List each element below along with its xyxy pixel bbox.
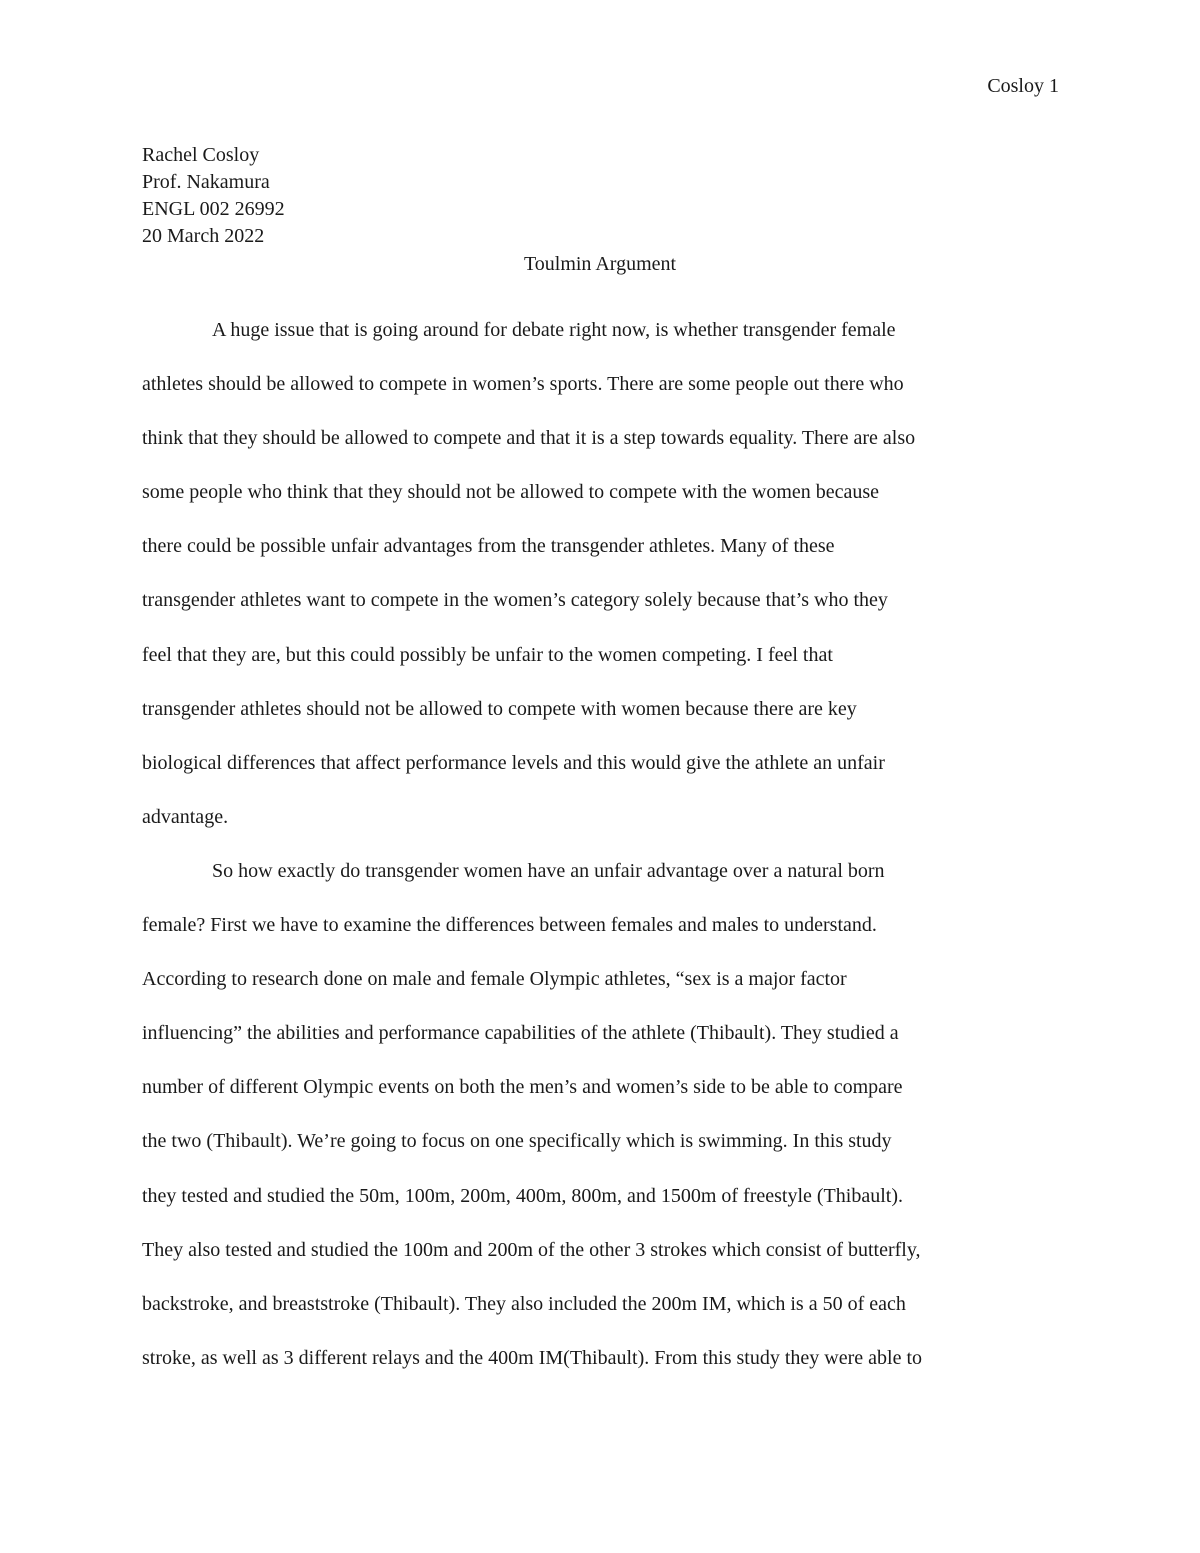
- body-line: According to research done on male and female Olympic athletes, “sex is a major factor: [142, 968, 847, 991]
- essay-title: Toulmin Argument: [523, 253, 677, 275]
- body-line: advantage.: [142, 805, 229, 828]
- body-line: transgender athletes want to compete in the women’s category solely because that’s who they: [142, 589, 888, 612]
- body-line: transgender athletes should not be allowed to compete with women because there are key: [142, 697, 857, 720]
- essay-body: [142, 303, 1072, 1385]
- body-line: the two (Thibault). We’re going to focus on one specifically which is swimming. In this study: [142, 1130, 892, 1153]
- body-line: they tested and studied the 50m, 100m, 200m, 400m, 800m, and 1500m of freestyle (Thibault).: [142, 1184, 903, 1207]
- body-line: So how exactly do transgender women have an unfair advantage over a natural born: [212, 859, 885, 882]
- body-line: biological differences that affect performance levels and this would give the athlete an unfair: [142, 751, 885, 774]
- submission-date: 20 March 2022: [142, 225, 265, 247]
- instructor-name: Prof. Nakamura: [142, 171, 270, 193]
- body-line: think that they should be allowed to compete and that it is a step towards equality. There are also: [142, 427, 916, 450]
- body-line: female? First we have to examine the differences between females and males to understand.: [142, 914, 877, 937]
- body-line: some people who think that they should not be allowed to compete with the women because: [142, 481, 880, 504]
- body-line: number of different Olympic events on both the men’s and women’s side to be able to compare: [142, 1076, 903, 1099]
- author-name: Rachel Cosloy: [142, 144, 260, 166]
- body-line: there could be possible unfair advantages from the transgender athletes. Many of these: [142, 535, 835, 558]
- body-line: They also tested and studied the 100m and 200m of the other 3 strokes which consist of butterfly,: [142, 1238, 921, 1261]
- body-line: backstroke, and breaststroke (Thibault). They also included the 200m IM, which is a 50 of each: [142, 1292, 906, 1315]
- mla-heading: [142, 142, 285, 250]
- body-line: stroke, as well as 3 different relays and the 400m IM(Thibault). From this study they were able to: [142, 1346, 922, 1369]
- body-line: influencing” the abilities and performance capabilities of the athlete (Thibault). They studied a: [142, 1022, 899, 1045]
- course-code: ENGL 002 26992: [142, 198, 285, 220]
- body-line: athletes should be allowed to compete in women’s sports. There are some people out there who: [142, 373, 904, 396]
- body-line: A huge issue that is going around for debate right now, is whether transgender female: [212, 319, 896, 341]
- body-line: feel that they are, but this could possibly be unfair to the women competing. I feel that: [142, 643, 833, 666]
- running-header: Cosloy 1: [987, 75, 1059, 97]
